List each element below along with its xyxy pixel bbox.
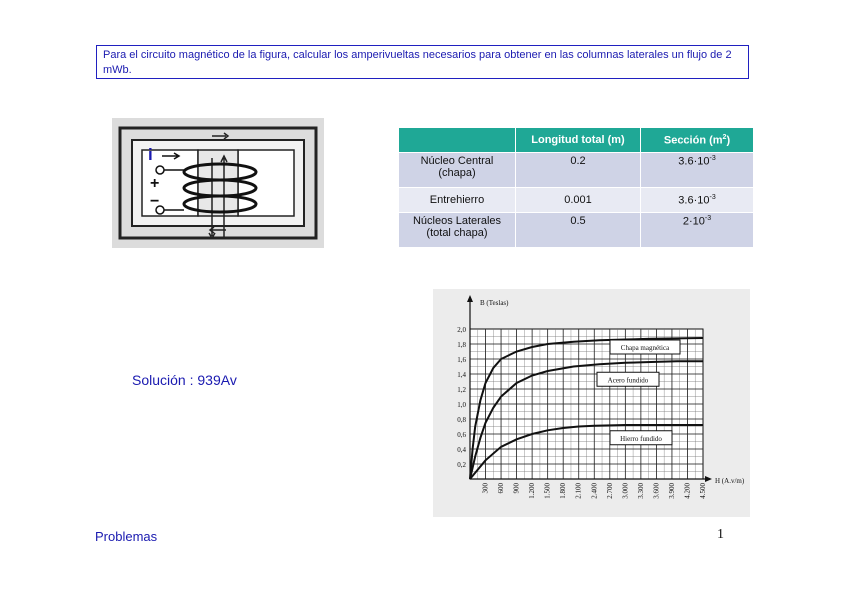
x-tick-label: 1.500	[543, 483, 552, 499]
row-label: Núcleo Central (chapa)	[399, 153, 516, 188]
table-row	[399, 153, 754, 188]
problem-text: Para el circuito magnético de la figura, calcular los amperivueltas necesarios para obtener en las columnas laterales un flujo de 2 mWb.	[103, 49, 732, 76]
solution-text: Solución : 939Av	[132, 372, 237, 388]
x-tick-label: 900	[512, 483, 521, 494]
minus-label: −	[150, 193, 160, 210]
x-tick-label: 2.100	[574, 483, 583, 499]
x-tick-label: 2.700	[605, 483, 614, 499]
table-row	[399, 188, 754, 213]
plus-label: +	[150, 175, 160, 192]
magnetic-circuit-drawing	[112, 118, 324, 248]
table-header-row	[399, 128, 754, 153]
row-label: Entrehierro	[399, 188, 516, 213]
y-tick-label: 1,4	[457, 371, 466, 379]
y-tick-label: 0,4	[457, 446, 466, 454]
series-label: Acero fundido	[607, 376, 649, 385]
x-axis-label: H (A.v/m)	[715, 477, 745, 485]
row-section: $2\cdot 10^{-3}$	[641, 213, 754, 248]
page-number: 1	[717, 527, 724, 542]
row-length: 0.5	[516, 213, 641, 248]
x-tick-label: 4.200	[683, 483, 692, 499]
x-tick-label: 600	[497, 483, 506, 494]
x-tick-label: 4.500	[699, 483, 707, 499]
y-tick-label: 2,0	[457, 326, 466, 334]
table-header-length: Longitud total (m)	[516, 128, 641, 153]
x-tick-label: 1.200	[528, 483, 537, 499]
row-length: 0.2	[516, 153, 641, 188]
y-tick-label: 1,2	[457, 386, 466, 394]
x-tick-label: 1.800	[559, 483, 568, 499]
table-header-section: Sección $(m^2)$	[641, 128, 754, 153]
row-section: $3.6\cdot 10^{-3}$	[641, 188, 754, 213]
footer-label: Problemas	[95, 529, 158, 544]
x-tick-label: 300	[481, 483, 490, 494]
problem-statement	[96, 45, 749, 79]
series-label: Chapa magnética	[620, 344, 670, 352]
table-row	[399, 213, 754, 248]
x-tick-label: 3.900	[667, 483, 676, 499]
y-tick-label: 0,2	[457, 461, 466, 469]
y-tick-label: 0,8	[457, 416, 466, 424]
y-tick-label: 0,6	[457, 431, 466, 439]
parameters-table	[398, 127, 754, 248]
x-tick-label: 3.300	[636, 483, 645, 499]
bh-curve-svg	[433, 289, 750, 517]
y-tick-label: 1,8	[457, 341, 466, 349]
row-section: $3.6\cdot 10^{-3}$	[641, 153, 754, 188]
y-axis-label: B (Teslas)	[480, 299, 509, 307]
row-label: Núcleos Laterales (total chapa)	[399, 213, 516, 248]
y-tick-label: 1,6	[457, 356, 466, 364]
x-tick-label: 3.000	[621, 483, 630, 499]
x-tick-label: 3.600	[652, 483, 661, 499]
row-length: 0.001	[516, 188, 641, 213]
current-label: i	[148, 145, 153, 164]
bh-curve-chart	[433, 289, 750, 517]
magnetic-circuit-figure	[112, 118, 324, 248]
series-label: Hierro fundido	[620, 434, 662, 443]
y-tick-label: 1,0	[457, 401, 466, 409]
x-tick-label: 2.400	[590, 483, 599, 499]
